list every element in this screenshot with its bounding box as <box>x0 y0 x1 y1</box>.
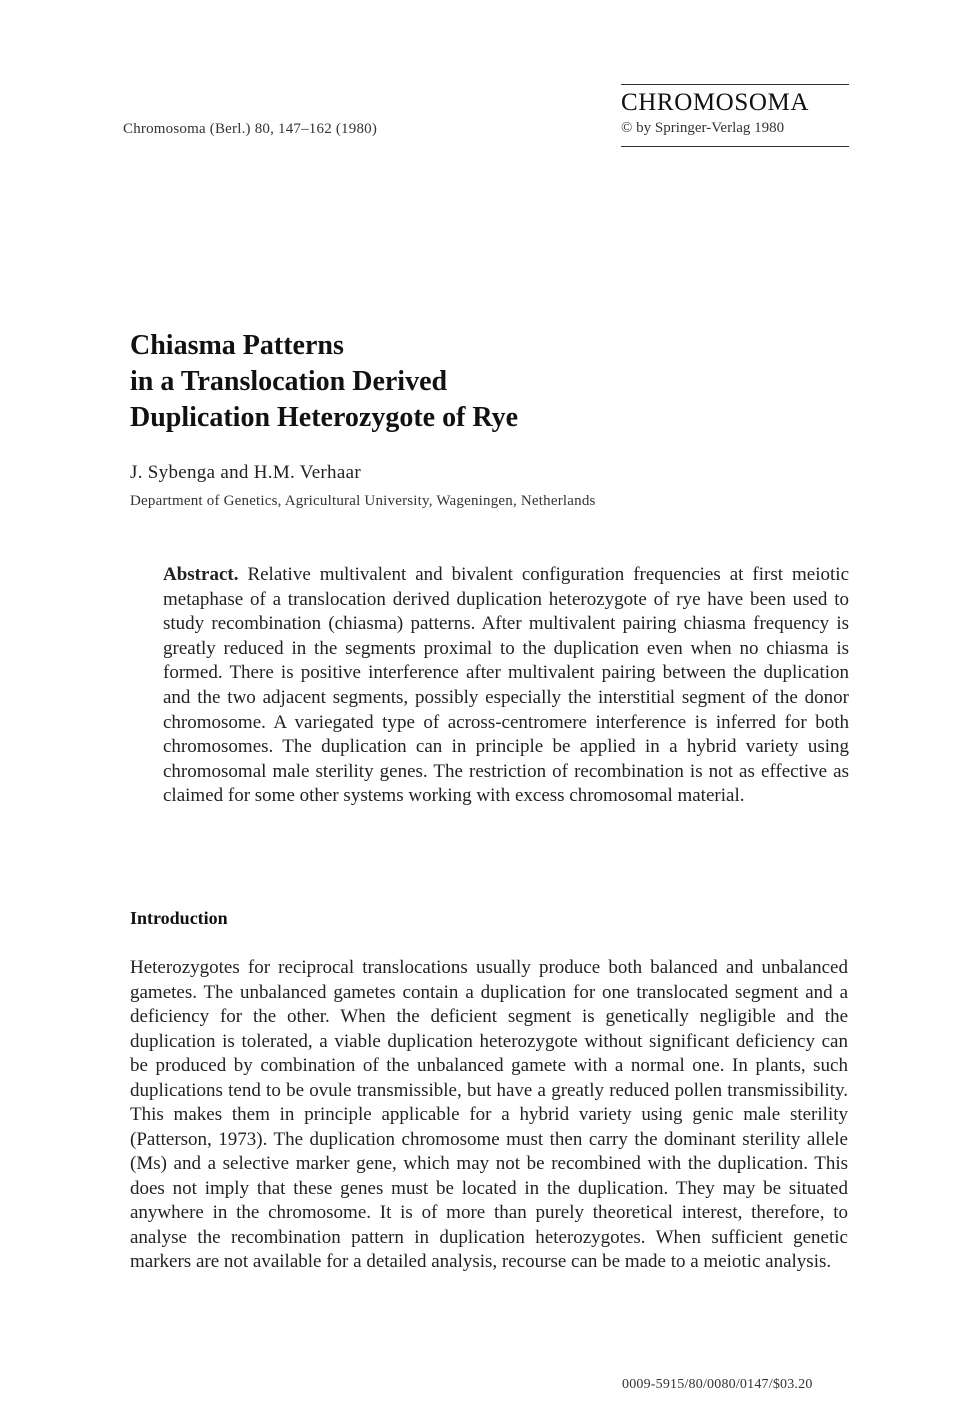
abstract-label: Abstract. <box>163 564 239 585</box>
article-title <box>130 328 518 436</box>
journal-masthead <box>621 84 849 147</box>
introduction-paragraph: Heterozygotes for reciprocal translocations usually produce both balanced and unbalanced gametes. The unbalanced gametes contain a duplication for one translocated segment and a deficiency for the other. When the deficient segment is genetically negligible and the duplication is tolerated, a viable duplication heterozygote without significant deficiency can be produced by combination of the unbalanced gamete with a normal one. In plants, such duplications tend to be ovule transmissible, but have a greatly reduced pollen transmissibility. This makes them in principle applicable for a hybrid variety using genic male sterility (Patterson, 1973). The duplication chromosome must then carry the dominant sterility allele (Ms) and a selective marker gene, which may not be recombined with the duplication. This does not imply that these genes must be located in the duplication. They may be situated anywhere in the chromosome. It is of more than purely theoretical interest, therefore, to analyse the recombination pattern in duplication heterozygotes. When sufficient genetic markers are not available for a detailed analysis, recourse can be made to a meiotic analysis. <box>130 957 848 1272</box>
affiliation: Department of Genetics, Agricultural University, Wageningen, Netherlands <box>130 493 596 509</box>
copyright-line: © by Springer-Verlag 1980 <box>621 120 785 136</box>
section-heading-introduction: Introduction <box>130 908 228 928</box>
abstract-text: Relative multivalent and bivalent configuration frequencies at first meiotic metaphase of a translocation derived duplication heterozygote of rye have been used to study recombination (chiasma) patterns. After multivalent pairing chiasma frequency is greatly reduced in the segments proximal to the duplication even when no chiasma is formed. There is positive interference after multivalent pairing between the duplication and the two adjacent segments, possibly especially the interstitial segment of the donor chromosome. A variegated type of across-centromere interference is inferred for both chromosomes. The duplication can in principle be applied in a hybrid variety using chromosomal male sterility genes. The restriction of recombination is not as effective as claimed for some other systems working with excess chromosomal material. <box>163 564 849 807</box>
journal-citation: Chromosoma (Berl.) 80, 147–162 (1980) <box>123 121 378 137</box>
title-line-1: Chiasma Patterns <box>130 330 344 361</box>
masthead-top-rule <box>621 84 849 85</box>
authors: J. Sybenga and H.M. Verhaar <box>130 462 361 483</box>
abstract <box>163 563 849 809</box>
title-line-3: Duplication Heterozygote of Rye <box>130 402 519 433</box>
article-code: 0009-5915/80/0080/0147/$03.20 <box>622 1377 813 1392</box>
title-line-2: in a Translocation Derived <box>130 366 448 397</box>
journal-name: CHROMOSOMA <box>621 89 809 116</box>
masthead-bottom-rule <box>621 146 849 147</box>
